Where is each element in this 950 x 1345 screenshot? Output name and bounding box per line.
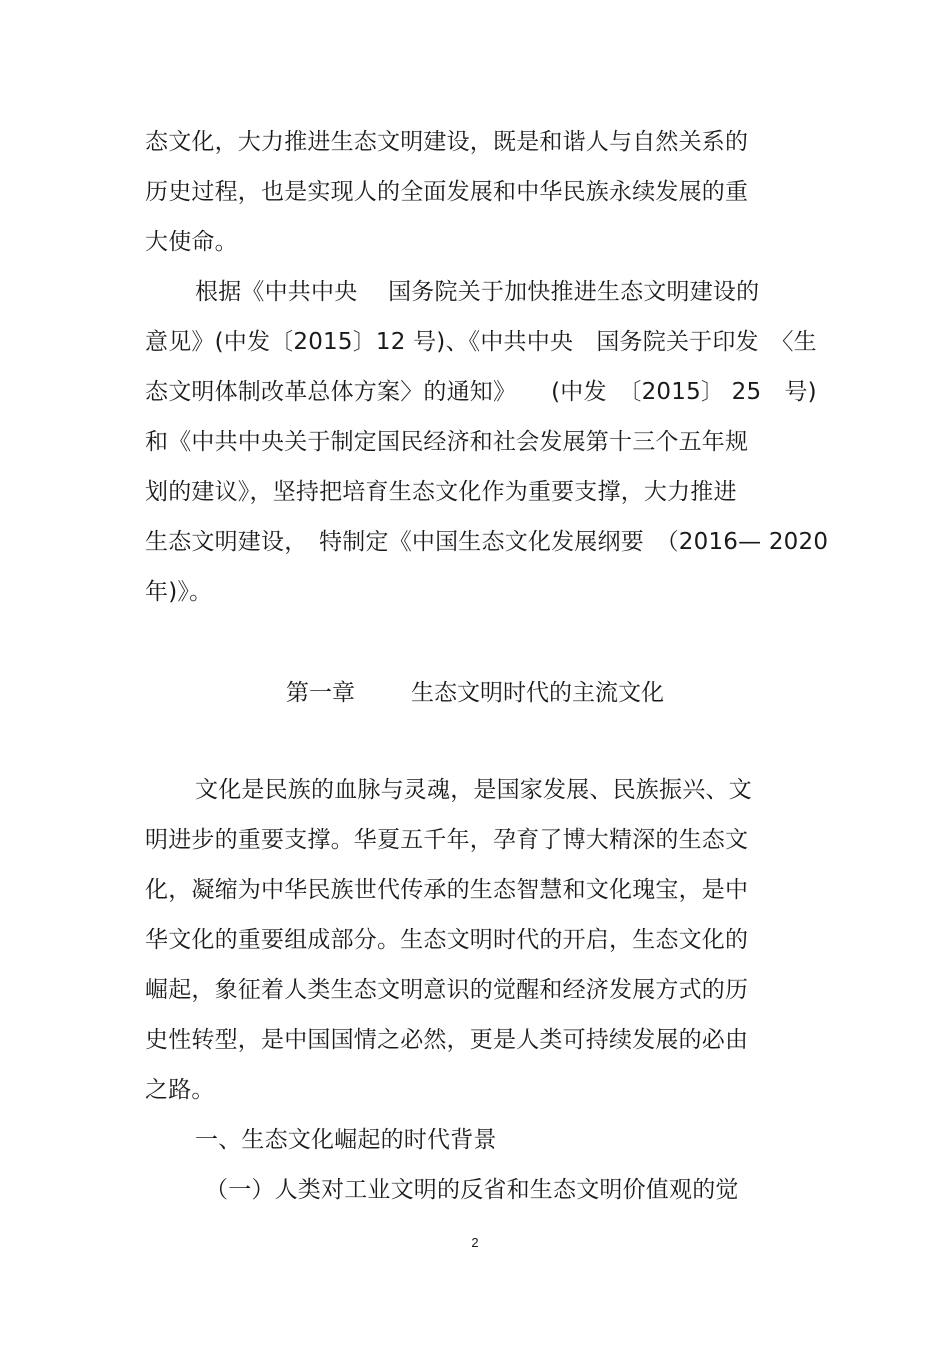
paragraph-line: 态文化，大力推进生态文明建设，既是和谐人与自然关系的 bbox=[145, 129, 749, 155]
paragraph-line: 之路。 bbox=[145, 1077, 215, 1103]
chapter-title: 生态文明时代的主流文化 bbox=[411, 680, 664, 706]
paragraph-line: 和《中共中央关于制定国民经济和社会发展第十三个五年规 bbox=[145, 429, 749, 455]
chapter-number: 第一章 bbox=[286, 680, 355, 706]
section-heading: 一、生态文化崛起的时代背景 bbox=[195, 1127, 497, 1153]
paragraph-line: 生态文明建设， 特制定《中国生态文化发展纲要 （2016— 2020 bbox=[145, 529, 829, 555]
paragraph-line: 年)》。 bbox=[145, 579, 213, 605]
paragraph-line: 文化是民族的血脉与灵魂，是国家发展、民族振兴、文 bbox=[195, 777, 752, 803]
subsection-heading: （一）人类对工业文明的反省和生态文明价值观的觉 bbox=[205, 1177, 739, 1203]
page-number: 2 bbox=[471, 1235, 479, 1250]
paragraph-line: 态文明体制改革总体方案〉的通知》 (中发 〔2015〕 25 号) bbox=[145, 379, 817, 405]
paragraph-line: 大使命。 bbox=[145, 229, 238, 255]
paragraph-line: 意见》(中发〔2015〕12 号)、《中共中央 国务院关于印发 〈生 bbox=[145, 329, 817, 355]
paragraph-line: 化，凝缩为中华民族世代传承的生态智慧和文化瑰宝，是中 bbox=[145, 877, 749, 903]
paragraph-line: 历史过程，也是实现人的全面发展和中华民族永续发展的重 bbox=[145, 179, 749, 205]
paragraph-line: 明进步的重要支撑。华夏五千年，孕育了博大精深的生态文 bbox=[145, 827, 749, 853]
paragraph-line: 华文化的重要组成部分。生态文明时代的开启，生态文化的 bbox=[145, 927, 749, 953]
paragraph-line: 史性转型，是中国国情之必然，更是人类可持续发展的必由 bbox=[145, 1027, 749, 1053]
paragraph-line: 根据《中共中央 国务院关于加快推进生态文明建设的 bbox=[195, 279, 760, 305]
chapter-heading bbox=[0, 678, 950, 708]
paragraph-line: 崛起，象征着人类生态文明意识的觉醒和经济发展方式的历 bbox=[145, 977, 749, 1003]
paragraph-line: 划的建议》，坚持把培育生态文化作为重要支撑，大力推进 bbox=[145, 479, 737, 505]
